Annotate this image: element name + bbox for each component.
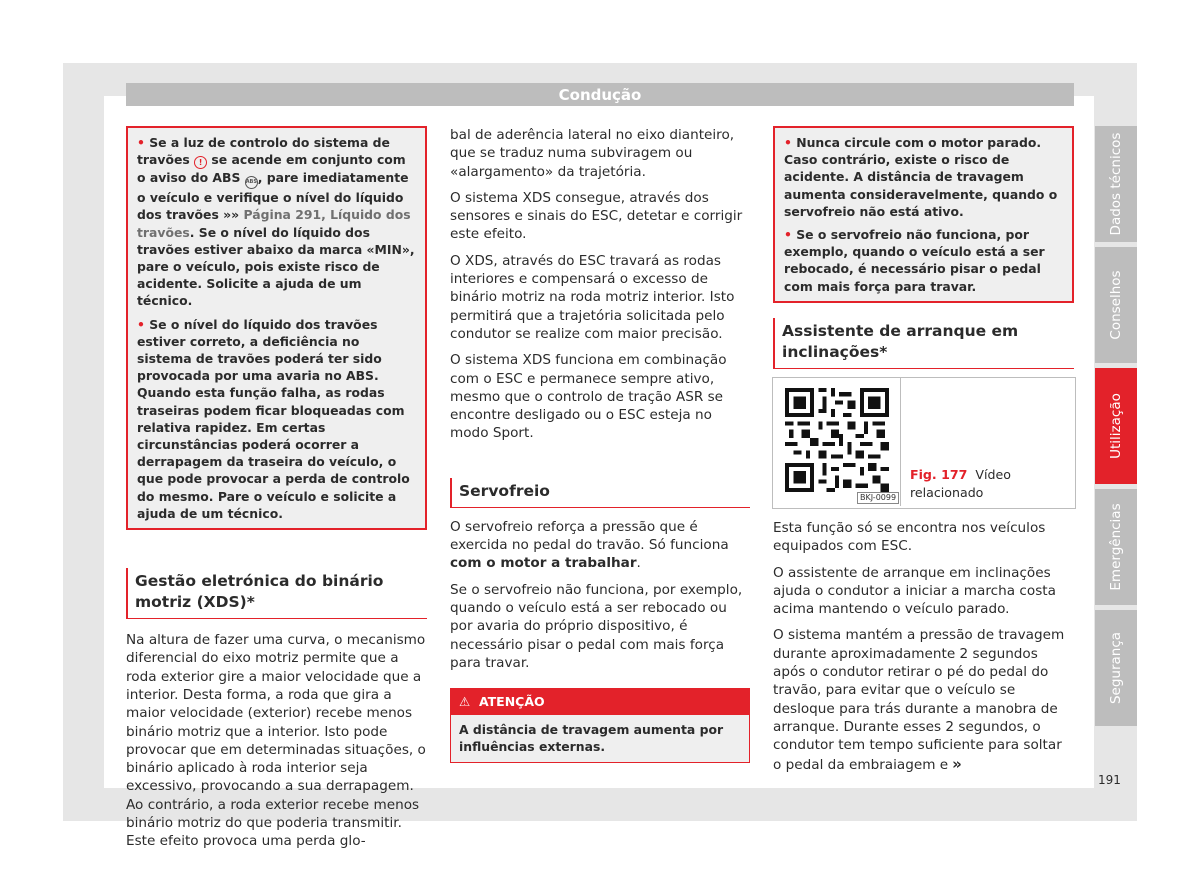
section-title-hill-start: Assistente de arranque em inclinações* <box>773 318 1074 369</box>
warning-item: • Se a luz de controlo do sistema de travões ! se acende em conjunto com o aviso do ABS ABS, pare imediatamente o veículo e verifique o nível do líquido dos travões »» Página 291, Líquido dos travões. Se o nível do líquido dos travões estiver abaixo da marca «MIN», pare o veículo, pois existe risco de acidente. Solicite a ajuda de um técnico. <box>137 135 415 309</box>
warning-box-servofreio <box>773 126 1074 303</box>
section-title-xds: Gestão eletrónica do binário motriz (XDS)* <box>126 568 427 619</box>
paragraph: O sistema mantém a pressão de travagem durante aproximadamente 2 segundos após o condutor retirar o pé do pedal do travão, para evitar que o veículo se desloque para trás durante a manobra de arranque. Durante esses 2 segundos, o condutor tem tempo suficiente para soltar o pedal da embraiagem e » <box>773 627 1065 773</box>
paragraph: Se o servofreio não funciona, por exemplo, quando o veículo está a ser rebocado ou por avaria do próprio dispositivo, é necessário pisar o pedal com mais força para travar. <box>450 581 743 671</box>
continue-arrow-icon: » <box>952 754 962 773</box>
brake-warning-icon: ! <box>194 156 207 169</box>
column-1 <box>126 126 427 859</box>
warning-box-brakes <box>126 126 427 530</box>
bullet-icon: • <box>784 135 797 150</box>
tab-emergencias[interactable]: Emergências <box>1095 489 1137 605</box>
paragraph: O sistema XDS funciona em combinação com o ESC e permanece sempre ativo, mesmo que o controlo de tração ASR se encontre desligado ou o ESC esteja no modo Sport. <box>450 352 727 442</box>
page-number: 191 <box>1098 773 1121 787</box>
attention-text: A distância de travagem aumenta por influências externas. <box>459 722 724 755</box>
chapter-header: Condução <box>126 83 1074 106</box>
paragraph: Esta função só se encontra nos veículos equipados com ESC. <box>773 520 1046 555</box>
hill-start-text <box>773 519 1074 782</box>
section-hill-start <box>773 318 1074 369</box>
column-3 <box>773 126 1074 303</box>
figure-177 <box>772 377 1076 509</box>
warning-item: • Se o nível do líquido dos travões estiver correto, a deficiência no sistema de travões poderá ter sido provocada por uma avaria no ABS. Quando esta função falha, as rodas traseiras podem ficar bloqueadas com relativa rapidez. Em certas circunstâncias poderá ocorrer a derrapagem da traseira do veículo, o que pode provocar a perda de controlo do mesmo. Pare o veículo e solicite a ajuda de um técnico. <box>137 316 410 521</box>
tab-seguranca[interactable]: Segurança <box>1095 610 1137 726</box>
paragraph: O XDS, através do ESC travará as rodas interiores e compensará o excesso de binário motriz na roda motriz interior. Isto permitirá que a trajetória solicitada pelo condutor se realize com maior precisão. <box>450 252 735 342</box>
figure-code: BKJ-0099 <box>857 492 899 504</box>
tab-conselhos[interactable]: Conselhos <box>1095 247 1137 363</box>
bullet-icon: • <box>784 227 797 243</box>
attention-box <box>450 688 750 762</box>
qr-code-frame <box>773 378 901 506</box>
column-2 <box>450 126 750 763</box>
paragraph: O servofreio reforça a pressão que é exercida no pedal do travão. Só funciona com o motor a trabalhar. <box>450 518 729 572</box>
warning-triangle-icon: ⚠ <box>459 694 471 710</box>
paragraph: Na altura de fazer uma curva, o mecanismo diferencial do eixo motriz permite que a roda exterior gire a maior velocidade que a interior. Desta forma, a roda que gira a maior velocidade (exterior) recebe menos binário motriz que a interior. Isto pode provocar que em determinadas situações, o binário aplicado à roda interior seja excessivo, provocando a sua derrapagem. Ao contrário, a roda exterior recebe menos binário motriz do que poderia transmitir. Este efeito provoca uma perda glo- <box>126 632 426 850</box>
attention-header: ⚠ ATENÇÃO <box>451 689 749 715</box>
page-reference-link[interactable]: Página 291, Líquido dos travões <box>137 207 411 240</box>
bullet-icon: • <box>137 135 150 150</box>
abs-warning-icon: ABS <box>245 176 258 189</box>
paragraph: O assistente de arranque em inclinações ajuda o condutor a iniciar a marcha costa acima mantendo o veículo parado. <box>773 564 1056 618</box>
figure-number: Fig. 177 <box>910 467 968 482</box>
warning-item: • Se o servofreio não funciona, por exemplo, quando o veículo está a ser rebocado, é necessário pisar o pedal com mais força para travar. <box>784 227 1045 294</box>
tab-dados-tecnicos[interactable]: Dados técnicos <box>1095 126 1137 242</box>
link-arrow: »» <box>223 207 240 223</box>
warning-item: • Nunca circule com o motor parado. Caso contrário, existe o risco de acidente. A distância de travagem aumenta consideravelmente, quando o servofreio não está ativo. <box>784 135 1058 219</box>
paragraph: O sistema XDS consegue, através dos sensores e sinais do ESC, detetar e corrigir este efeito. <box>450 189 743 243</box>
bullet-icon: • <box>137 316 150 332</box>
qr-code-icon[interactable] <box>785 388 889 492</box>
paragraph: bal de aderência lateral no eixo dianteiro, que se traduz numa subviragem ou «alargamento» da trajetória. <box>450 127 735 180</box>
figure-caption: Fig. 177 Vídeo relacionado <box>910 467 1011 500</box>
tab-utilizacao[interactable]: Utilização <box>1095 368 1137 484</box>
section-title-servofreio: Servofreio <box>450 478 750 508</box>
